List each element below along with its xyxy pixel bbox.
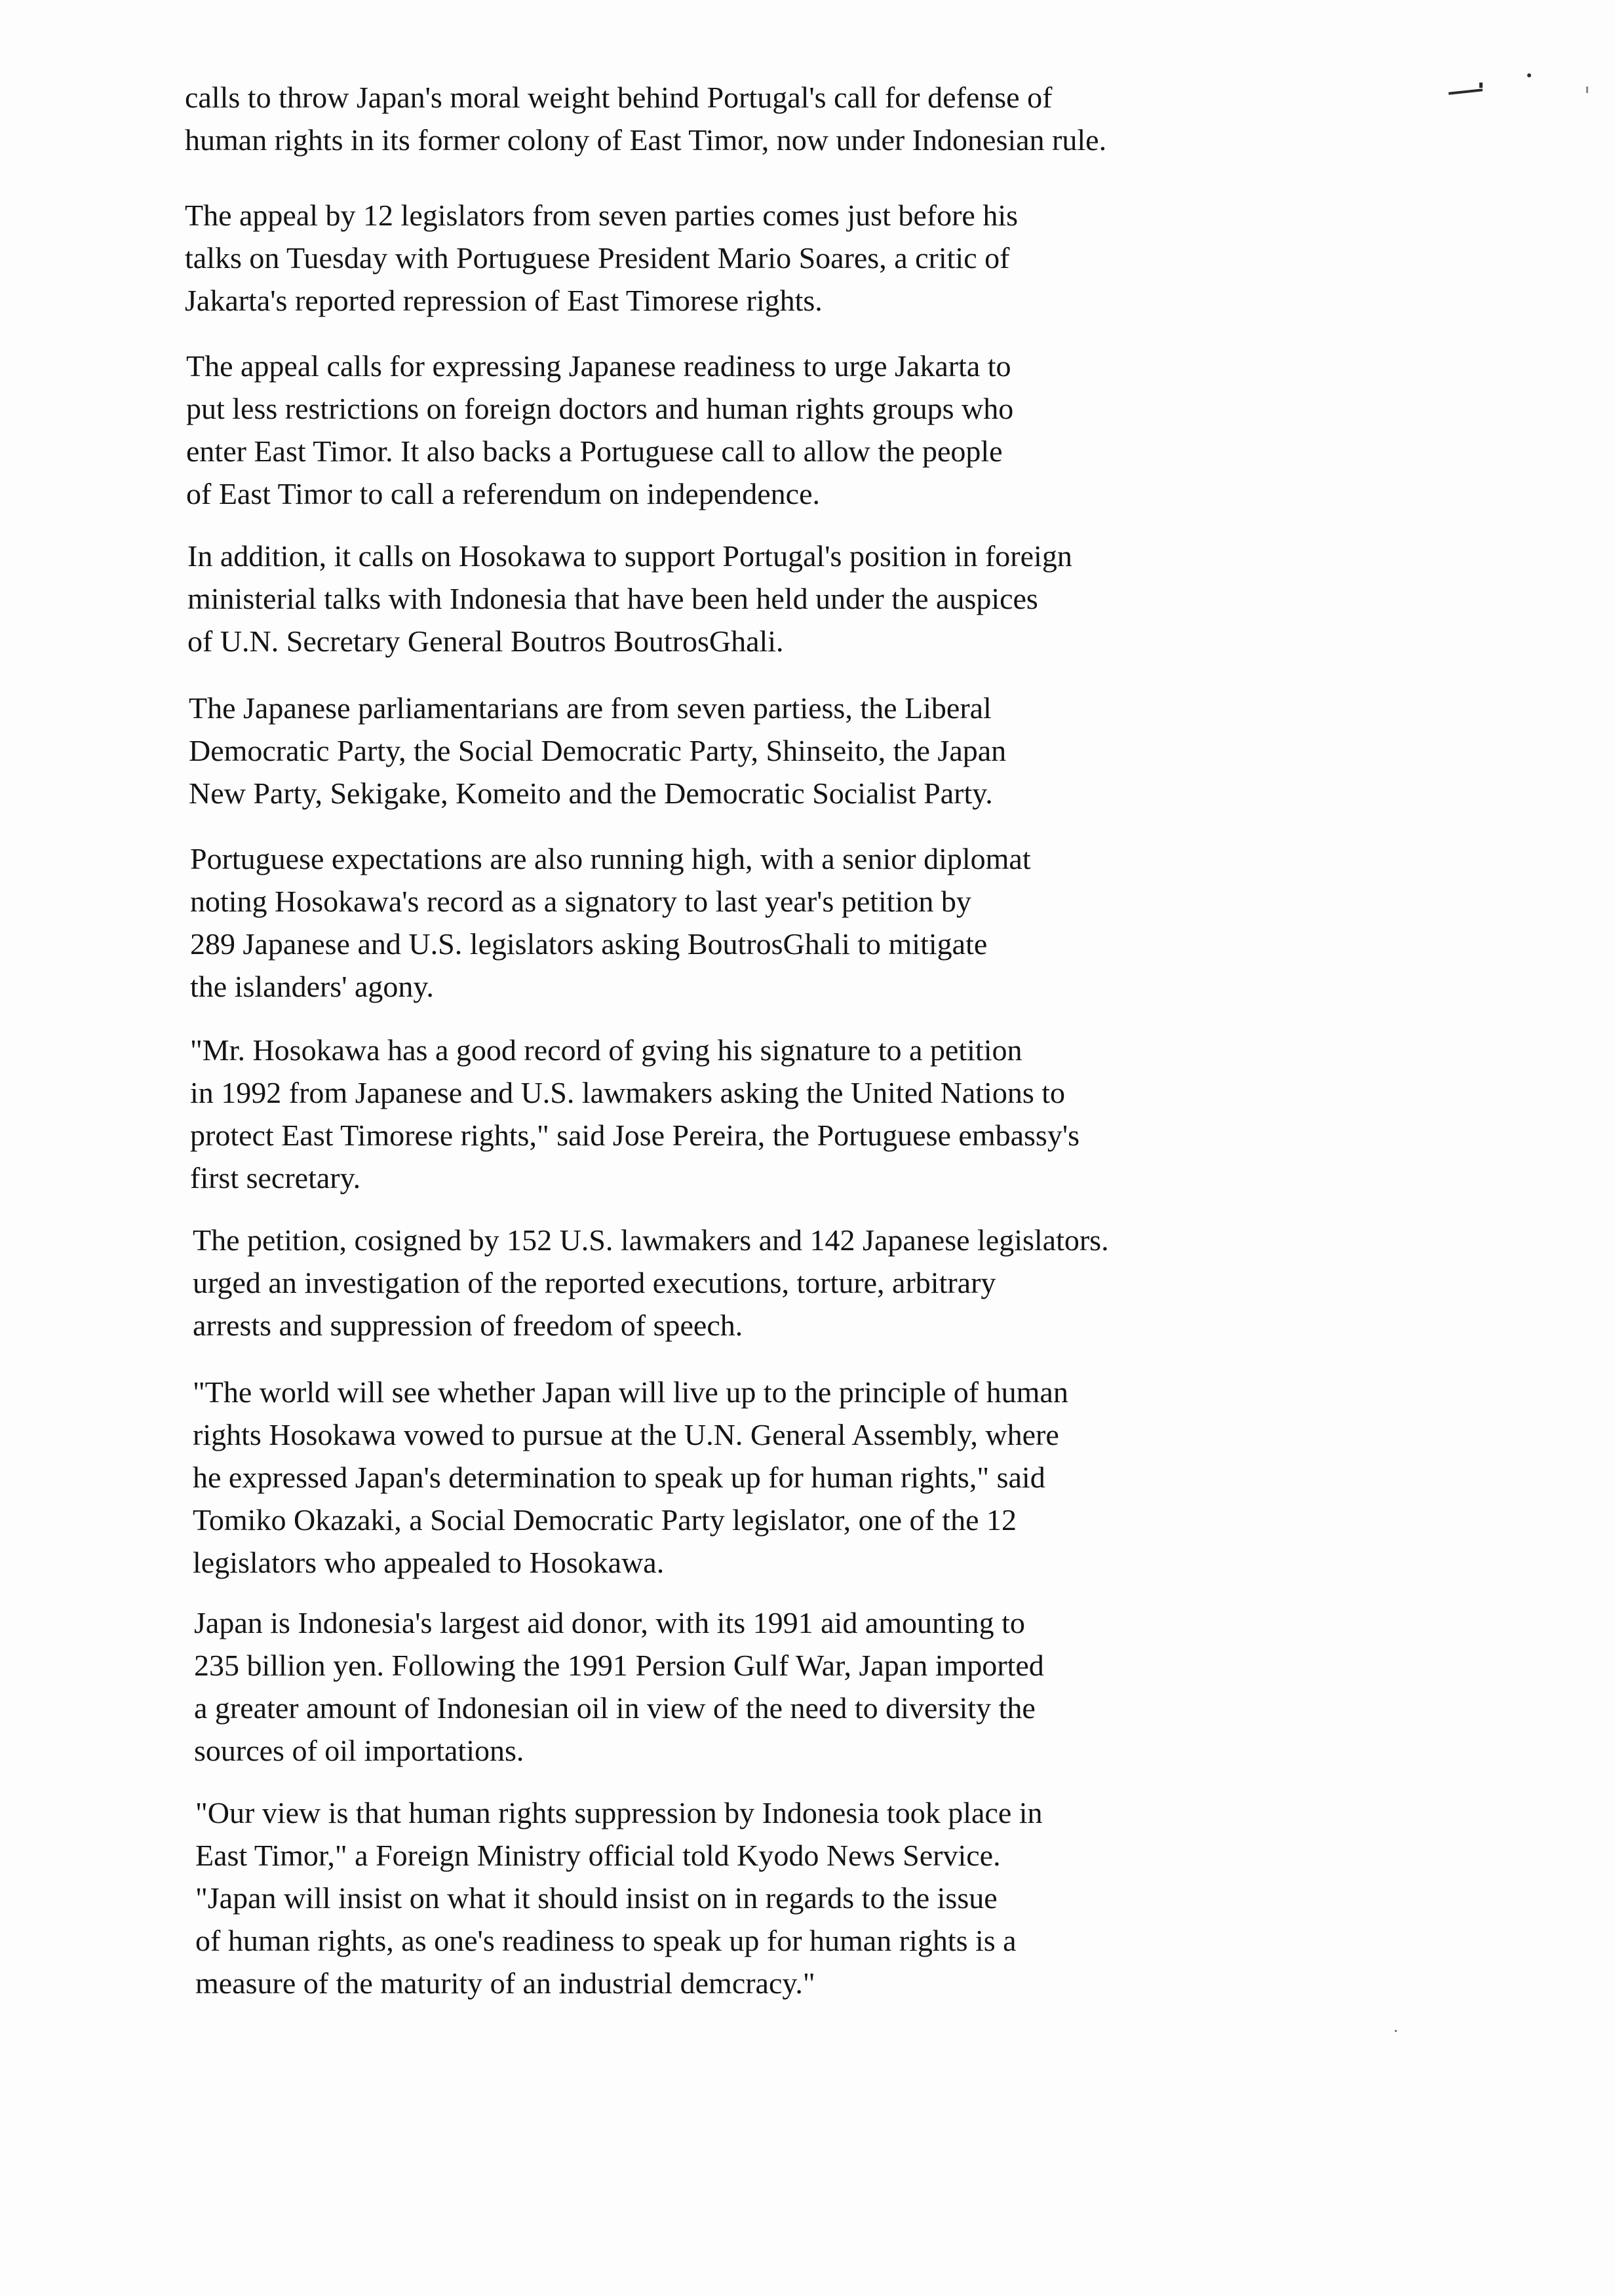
text-line: legislators who appealed to Hosokawa.	[193, 1546, 665, 1579]
text-line: of East Timor to call a referendum on independence.	[186, 477, 820, 510]
paragraph	[190, 1029, 1304, 1199]
text-line: "Japan will insist on what it should insist on in regards to the issue	[195, 1881, 998, 1915]
text-line: noting Hosokawa's record as a signatory to last year's petition by	[190, 885, 971, 918]
paragraph	[193, 1371, 1307, 1584]
text-line: 235 billion yen. Following the 1991 Persion Gulf War, Japan imported	[194, 1649, 1044, 1682]
text-line: calls to throw Japan's moral weight behind Portugal's call for defense of	[185, 81, 1053, 114]
scan-mark	[1479, 83, 1483, 88]
text-line: of U.N. Secretary General Boutros BoutrosGhali.	[187, 624, 784, 658]
text-line: ministerial talks with Indonesia that have been held under the auspices	[187, 582, 1038, 615]
text-line: first secretary.	[190, 1161, 361, 1195]
text-line: In addition, it calls on Hosokawa to support Portugal's position in foreign	[187, 539, 1072, 573]
text-line: human rights in its former colony of East Timor, now under Indonesian rule.	[185, 123, 1107, 157]
text-line: "The world will see whether Japan will live up to the principle of human	[193, 1375, 1068, 1409]
paragraph	[195, 1791, 1310, 2004]
scan-mark	[1449, 88, 1483, 94]
paragraph	[185, 194, 1299, 322]
paragraph	[186, 345, 1300, 515]
text-line: Democratic Party, the Social Democratic Party, Shinseito, the Japan	[189, 734, 1007, 767]
text-line: talks on Tuesday with Portuguese President Mario Soares, a critic of	[185, 241, 1010, 275]
text-line: the islanders' agony.	[190, 970, 434, 1003]
text-line: The Japanese parliamentarians are from seven partiess, the Liberal	[189, 691, 992, 725]
text-line: Jakarta's reported repression of East Timorese rights.	[185, 284, 823, 317]
text-line: sources of oil importations.	[194, 1734, 524, 1767]
text-line: measure of the maturity of an industrial demcracy."	[195, 1966, 815, 2000]
text-line: rights Hosokawa vowed to pursue at the U.N. General Assembly, where	[193, 1418, 1059, 1451]
text-line: The appeal by 12 legislators from seven parties comes just before his	[185, 199, 1019, 232]
text-line: "Our view is that human rights suppression by Indonesia took place in	[195, 1796, 1043, 1829]
text-line: put less restrictions on foreign doctors and human rights groups who	[186, 392, 1014, 425]
paragraph	[193, 1219, 1307, 1347]
text-line: 289 Japanese and U.S. legislators asking BoutrosGhali to mitigate	[190, 927, 988, 961]
scan-mark	[1395, 2030, 1397, 2032]
text-line: Tomiko Okazaki, a Social Democratic Party legislator, one of the 12	[193, 1503, 1017, 1537]
text-line: urged an investigation of the reported executions, torture, arbitrary	[193, 1266, 996, 1299]
text-line: in 1992 from Japanese and U.S. lawmakers asking the United Nations to	[190, 1076, 1066, 1109]
text-line: The appeal calls for expressing Japanese readiness to urge Jakarta to	[186, 349, 1011, 383]
text-line: arrests and suppression of freedom of speech.	[193, 1309, 743, 1342]
text-line: of human rights, as one's readiness to speak up for human rights is a	[195, 1924, 1017, 1957]
text-line: Japan is Indonesia's largest aid donor, with its 1991 aid amounting to	[194, 1606, 1025, 1639]
paragraph	[189, 687, 1303, 814]
paragraph	[187, 535, 1302, 662]
text-line: The petition, cosigned by 152 U.S. lawmakers and 142 Japanese legislators.	[193, 1223, 1109, 1257]
text-line: enter East Timor. It also backs a Portuguese call to allow the people	[186, 434, 1003, 468]
text-line: protect East Timorese rights," said Jose Pereira, the Portuguese embassy's	[190, 1119, 1080, 1152]
scan-mark	[1527, 73, 1531, 77]
text-line: New Party, Sekigake, Komeito and the Democratic Socialist Party.	[189, 776, 993, 810]
text-line: Portuguese expectations are also running high, with a senior diplomat	[190, 842, 1031, 875]
text-line: "Mr. Hosokawa has a good record of gving his signature to a petition	[190, 1033, 1022, 1067]
paragraph	[190, 837, 1304, 1008]
text-line: a greater amount of Indonesian oil in view of the need to diversity the	[194, 1691, 1036, 1725]
paragraph	[185, 76, 1299, 161]
text-line: East Timor," a Foreign Ministry official told Kyodo News Service.	[195, 1839, 1001, 1872]
scan-mark	[1586, 86, 1588, 93]
text-line: he expressed Japan's determination to speak up for human rights," said	[193, 1461, 1045, 1494]
paragraph	[194, 1601, 1308, 1772]
